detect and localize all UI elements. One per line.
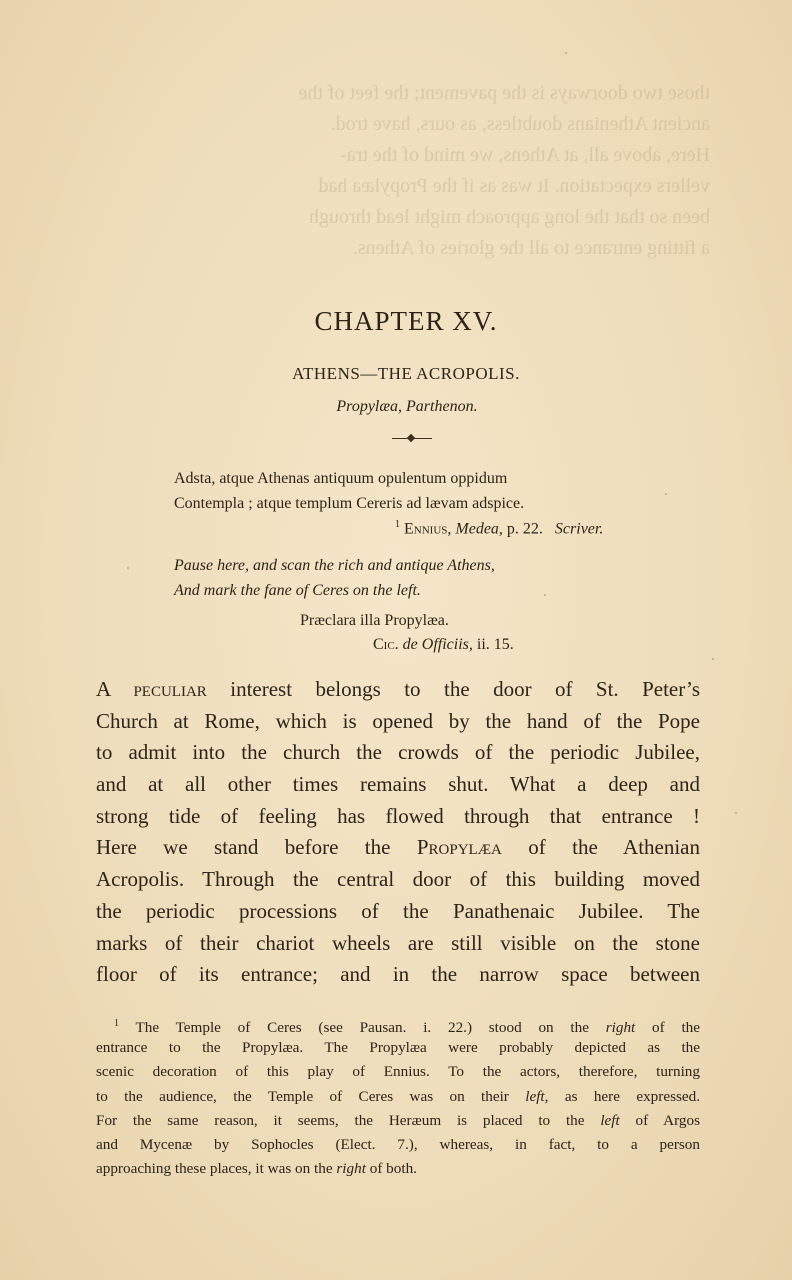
text-fragment: approaching these places, it was on the — [96, 1160, 333, 1178]
bleed-line: vellers expectation. It was as if the Propylæa had — [318, 175, 710, 197]
footnote-line: scenic decoration of this play of Ennius. To the actors, therefore, turning — [96, 1063, 700, 1081]
footnote-line — [96, 1012, 700, 1036]
text-line: marks of their chariot wheels are still visible on the stone — [96, 930, 700, 955]
ornament-divider — [392, 432, 432, 444]
text-fragment: of the Athenian — [528, 835, 700, 860]
italic-word: left — [600, 1111, 620, 1129]
body-paragraph — [96, 674, 700, 991]
paper-speck — [735, 812, 737, 814]
epigraph-english-line: And mark the fane of Ceres on the left. — [174, 582, 421, 599]
text-line: the periodic processions of the Panathenaic Jubilee. The — [96, 898, 700, 923]
chapter-title: CHAPTER XV. — [314, 306, 498, 336]
paper-speck — [565, 52, 567, 54]
bleed-line: those two doorways is the pavement; the feet of the — [298, 82, 710, 104]
text-fragment: of Argos — [635, 1111, 700, 1129]
text-line — [96, 674, 700, 706]
epigraph-english-line: Pause here, and scan the rich and antique Athens, — [174, 557, 495, 574]
chapter-subtitle: ATHENS—THE ACROPOLIS. — [292, 364, 520, 383]
italic-word: right — [336, 1160, 366, 1178]
small-caps-word: peculiar — [133, 677, 207, 701]
epigraph-latin-line: Præclara illa Propylæa. — [300, 612, 449, 629]
footnote — [96, 1012, 700, 1181]
bleed-through-text — [150, 78, 710, 264]
text-fragment: For the same reason, it seems, the Heræum is placed to the — [96, 1111, 585, 1129]
citation-page: p. 22. — [506, 520, 543, 538]
footnote-marker: 1 — [114, 1018, 119, 1029]
italic-word: left, — [525, 1087, 549, 1105]
paper-speck — [712, 658, 714, 660]
text-line: strong tide of feeling has flowed through that entrance ! — [96, 803, 700, 828]
dropcap-word: A — [96, 677, 111, 701]
citation-work: de Officiis, — [402, 636, 473, 653]
text-fragment: Here we stand before the — [96, 835, 391, 860]
italic-word: right — [605, 1019, 636, 1037]
text-fragment: to the audience, the Temple of Ceres was on their — [96, 1087, 509, 1105]
text-fragment: The Temple of Ceres (see Pausan. i. 22.) stood on the — [135, 1019, 589, 1037]
text-fragment: of the — [652, 1019, 700, 1037]
citation-author: Cic. — [373, 636, 399, 653]
text-fragment: of both. — [369, 1160, 417, 1178]
citation-ref: ii. 15. — [476, 636, 514, 653]
text-line — [96, 832, 700, 864]
paper-speck — [544, 594, 546, 596]
bleed-line: Here, above all, at Athens, we mind of the tra- — [340, 144, 710, 166]
epigraph-citation — [395, 519, 603, 538]
footnote-line: and Mycenæ by Sophocles (Elect. 7.), whereas, in fact, to a person — [96, 1135, 700, 1153]
footnote-line — [96, 1085, 700, 1109]
text-fragment: interest belongs to the door of St. Peter’s — [230, 677, 700, 701]
text-fragment: as here expressed. — [564, 1087, 701, 1105]
citation-author: Ennius, — [404, 520, 452, 538]
bleed-line: been so that the long approach might lead through — [308, 206, 710, 228]
footnote-line: entrance to the Propylæa. The Propylæa were probably depicted as the — [96, 1039, 700, 1057]
text-line: to admit into the church the crowds of the periodic Jubilee, — [96, 740, 700, 765]
text-line: floor of its entrance; and in the narrow space between — [96, 962, 700, 987]
paper-speck — [665, 493, 667, 495]
footnote-line — [96, 1157, 700, 1181]
epigraph-latin-line: Adsta, atque Athenas antiquum opulentum oppidum — [174, 470, 508, 487]
text-line: and at all other times remains shut. What a deep and — [96, 772, 700, 797]
footnote-marker: 1 — [395, 519, 400, 530]
epigraph-latin-line: Contempla ; atque templum Cereris ad lævam adspice. — [174, 495, 525, 512]
text-line: Church at Rome, which is opened by the hand of the Pope — [96, 708, 700, 733]
paper-speck — [127, 567, 129, 569]
epigraph-citation — [373, 636, 514, 654]
small-caps-word: Propylæa — [416, 835, 502, 860]
footnote-line — [96, 1109, 700, 1133]
bleed-line: ancient Athenians doubtless, as ours, have trod. — [330, 113, 710, 135]
bleed-line: a fitting entrance to all the glories of Athens. — [352, 237, 710, 259]
citation-work: Medea, — [455, 520, 503, 538]
text-line: Acropolis. Through the central door of this building moved — [96, 867, 700, 892]
citation-editor: Scriver. — [554, 520, 604, 538]
chapter-topics: Propylæa, Parthenon. — [336, 398, 478, 415]
